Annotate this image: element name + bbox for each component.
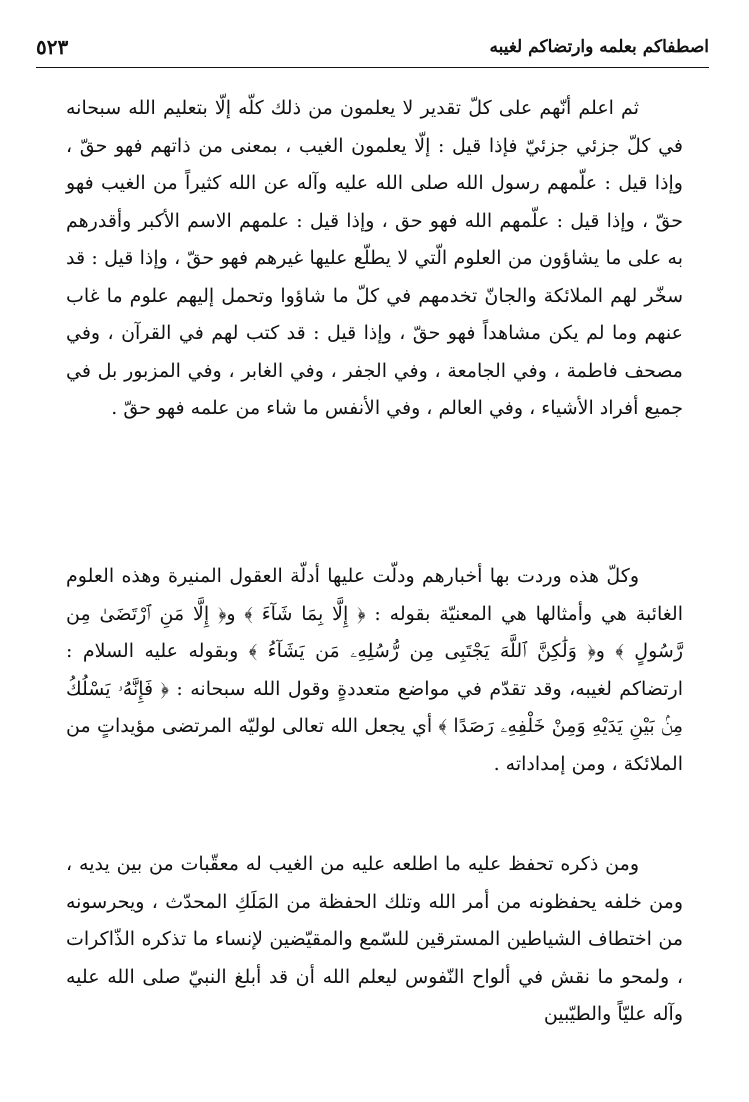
paragraph-text: ثم اعلم أنّهم على كلّ تقدير لا يعلمون من ذلك كلّه إلّا بتعليم الله سبحانه في كلّ جزئي جزئيّ فإذا قيل : إلّا يعلمون الغيب ، بمعنى من ذاتهم فهو حقّ ، وإذا قيل : علّمهم رسول الله صلى الله عليه وآله عن الله كثيراً من الغيب فهو حقّ ، وإذا قيل : علّمهم الله فهو حق ، وإذا قيل : علمهم الاسم الأكبر وأقدرهم به على ما يشاؤون من العلوم الّتي لا يطلّع عليها غيرهم فهو حقّ ، وإذا قيل : قد سخّر لهم الملائكة والجانّ تخدمهم في كلّ ما شاؤوا وتحمل إليهم علوم ما غاب عنهم وما لم يكن مشاهداً فهو حقّ ، وإذا قيل : قد كتب لهم في القرآن ، وفي مصحف فاطمة ، وفي الجامعة ، وفي الجفر ، وفي الغابر ، وفي المزبور بل في جميع أفراد الأشياء ، وفي العالم ، وفي الأنفس ما شاء من علمه فهو حقّ .	[66, 97, 683, 419]
page-header	[36, 30, 709, 64]
paragraph-text: ومن ذكره تحفظ عليه ما اطلعه عليه من الغيب له معقّبات من بين يديه ، ومن خلفه يحفظونه من أمر الله وتلك الحفظة من المَلَكِ المحدّث ، ويحرسونه من اختطاف الشياطين المسترقين للسّمع والمقيّضين لإنساء ما تذكره الذّاكرات ، ولمحو ما نقش في ألواح النّفوس ليعلم الله أن قد أبلغ النبيّ صلى الله عليه وآله عليّاً والطيّبين	[66, 853, 683, 1025]
paragraph	[66, 846, 683, 1034]
header-divider	[36, 67, 709, 68]
running-title: اصطفاكم بعلمه وارتضاكم لغيبه	[489, 37, 709, 57]
paragraph	[66, 90, 683, 540]
paragraph-text: وكلّ هذه وردت بها أخبارهم ودلّت عليها أدلّة العقول المنيرة وهذه العلوم الغائبة هي وأمثالها هي المعنيّة بقوله : ﴿ إِلَّا بِمَا شَآءَ ﴾ و﴿ إِلَّا مَنِ ٱرْتَضَىٰ مِن رَّسُولٍ ﴾ و﴿ وَلَٰكِنَّ ٱللَّهَ يَجْتَبِى مِن رُّسُلِهِۦ مَن يَشَآءُ ﴾ وبقوله عليه السلام : ارتضاكم لغيبه، وقد تقدّم في مواضع متعددةٍ وقول الله سبحانه : ﴿ فَإِنَّهُۥ يَسْلُكُ مِنۢ بَيْنِ يَدَيْهِ وَمِنْ خَلْفِهِۦ رَصَدًا ﴾ أي يجعل الله تعالى لوليّه المرتضى مؤيداتٍ من الملائكة ، ومن إمداداته .	[66, 565, 683, 775]
paragraph	[66, 558, 683, 820]
page-body	[66, 90, 683, 1034]
page-number: ٥٢٣	[36, 35, 69, 59]
